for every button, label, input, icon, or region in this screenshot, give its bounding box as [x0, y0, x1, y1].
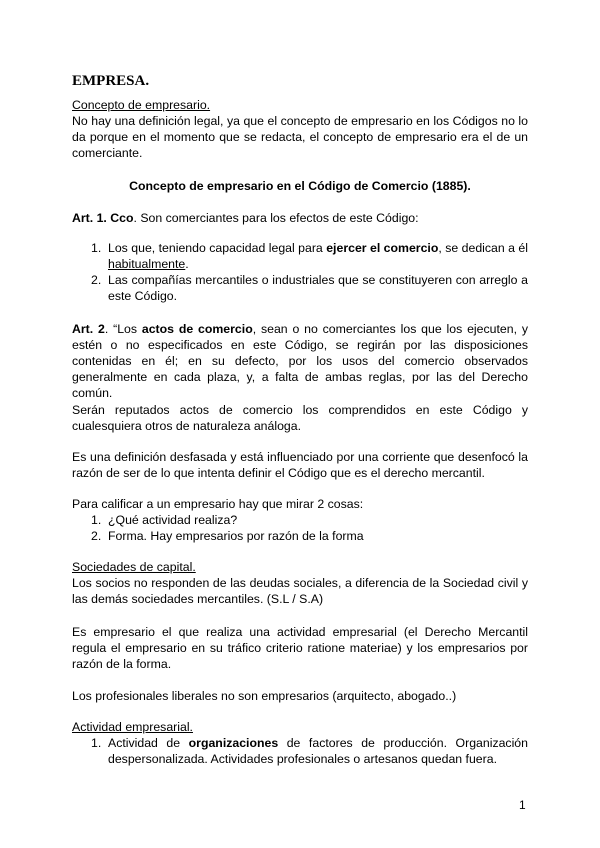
section-heading: Sociedades de capital.: [72, 560, 196, 574]
article-2: [72, 321, 528, 401]
text: , sean o no comerciantes los que los ejecuten, y estén o no especificados en este Código, se regirán por las disposiciones contenidas en él; en su defecto, por los usos del comercio observados generalmente en cada plaza, y, a falta de ambas reglas, por las del Derecho común.: [72, 322, 528, 400]
text: Las compañías mercantiles o industriales que se constituyeren con arreglo a este Código.: [108, 273, 528, 303]
list-item: [72, 240, 528, 272]
text: Actividad de: [108, 736, 189, 750]
list-number: 2.: [91, 273, 102, 287]
section-actividad-empresarial: [72, 719, 528, 735]
article-label: Art. 2: [72, 322, 105, 336]
section-heading-codigo-comercio: Concepto de empresario en el Código de Comercio (1885).: [129, 179, 471, 193]
text: . “Los: [104, 322, 142, 336]
bold-text: ejercer el comercio: [326, 241, 439, 255]
section-heading: Actividad empresarial.: [72, 720, 193, 734]
list-item: [72, 528, 528, 544]
article-1-list: [72, 240, 528, 304]
document-title: EMPRESA.: [72, 73, 150, 89]
section-heading: Concepto de empresario.: [72, 98, 211, 112]
calificar-list: [72, 512, 528, 544]
bold-text: organizaciones: [188, 736, 279, 750]
section-concepto-empresario: [72, 97, 528, 161]
article-text: . Son comerciantes para los efectos de este Código:: [133, 211, 419, 225]
list-item: [72, 272, 528, 304]
text: Los que, teniendo capacidad legal para: [108, 241, 327, 255]
paragraph: No hay una definición legal, ya que el concepto de empresario en los Códigos no lo da porque en el momento que se redacta, el concepto de empresario era el de un comerciante.: [72, 114, 528, 160]
text: de factores de producción. Organización despersonalizada. Actividades profesionales o artesanos quedan fuera.: [108, 736, 528, 766]
actividad-list: [72, 735, 528, 767]
list-number: 1.: [91, 513, 102, 527]
page-number: 1: [519, 798, 526, 812]
section-sociedades-capital: [72, 559, 528, 607]
bold-text: actos de comercio: [141, 322, 253, 336]
paragraph-calificar: Para calificar a un empresario hay que mirar 2 cosas:: [72, 497, 364, 511]
paragraph: Los socios no responden de las deudas sociales, a diferencia de la Sociedad civil y las demás sociedades mercantiles. (S.L / S.A): [72, 576, 528, 606]
list-number: 1.: [91, 736, 102, 750]
paragraph-es-empresario: Es empresario el que realiza una actividad empresarial (el Derecho Mercantil regula el empresario en su tráfico criterio ratione materiae) y los empresarios por razón de la forma.: [72, 625, 528, 671]
paragraph-profesionales: Los profesionales liberales no son empresarios (arquitecto, abogado..): [72, 689, 457, 703]
text: .: [185, 257, 189, 271]
text: Forma. Hay empresarios por razón de la forma: [108, 529, 364, 543]
paragraph-desfasada: Es una definición desfasada y está influenciado por una corriente que desenfocó la razón de ser de lo que intenta definir el Código que es el derecho mercantil.: [72, 450, 528, 480]
article-1: [72, 210, 528, 226]
article-label: Art. 1. Cco: [72, 211, 134, 225]
text: ¿Qué actividad realiza?: [108, 513, 238, 527]
paragraph-reputados: Serán reputados actos de comercio los comprendidos en este Código y cualesquiera otros de naturaleza análoga.: [72, 403, 528, 433]
underlined-text: habitualmente: [108, 257, 186, 271]
list-number: 2.: [91, 529, 102, 543]
list-number: 1.: [91, 241, 102, 255]
text: , se dedican a él: [438, 241, 529, 255]
list-item: [72, 735, 528, 767]
list-item: [72, 512, 528, 528]
